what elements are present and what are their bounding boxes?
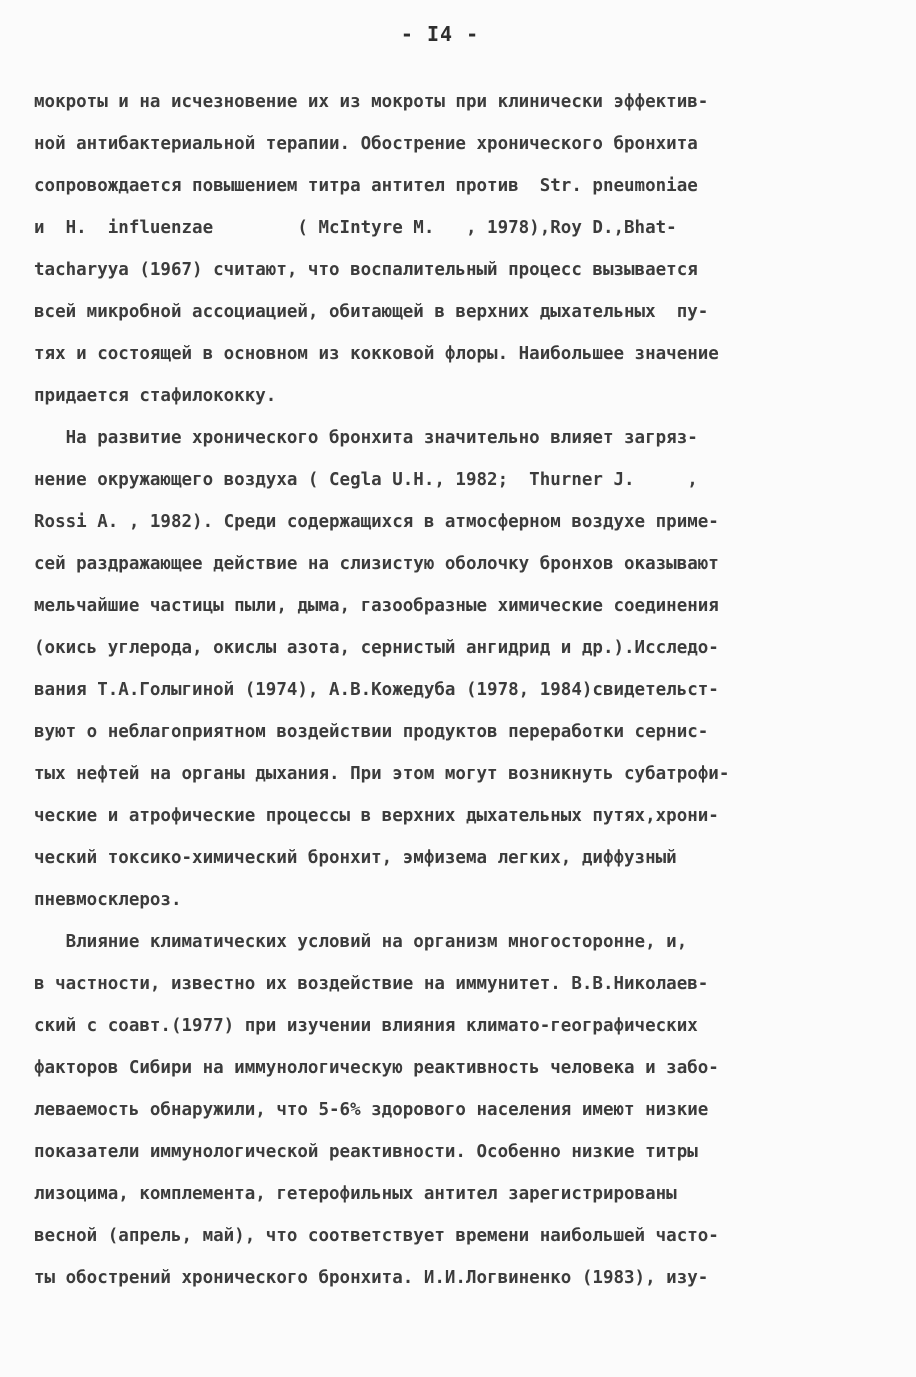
text-line: факторов Сибири на иммунологическую реактивность человека и забо- bbox=[34, 1058, 719, 1078]
text-line: tacharyya (1967) считают, что воспалительный процесс вызывается bbox=[34, 260, 698, 280]
text-line: всей микробной ассоциацией, обитающей в верхних дыхательных пу- bbox=[34, 302, 709, 322]
text-line: тых нефтей на органы дыхания. При этом могут возникнуть субатрофи- bbox=[34, 764, 730, 784]
text-line: сей раздражающее действие на слизистую оболочку бронхов оказывают bbox=[34, 554, 719, 574]
text-line: нение окружающего воздуха ( Cegla U.H., 1982; Thurner J. , bbox=[34, 470, 698, 490]
text-line: лизоцима, комплемента, гетерофильных антител зарегистрированы bbox=[34, 1184, 677, 1204]
text-line: ский с соавт.(1977) при изучении влияния климато-географических bbox=[34, 1016, 698, 1036]
text-line: леваемость обнаружили, что 5-6% здорового населения имеют низкие bbox=[34, 1100, 709, 1120]
text-line: вания Т.А.Голыгиной (1974), А.В.Кожедуба (1978, 1984)свидетельст- bbox=[34, 680, 719, 700]
text-line: тях и состоящей в основном из кокковой флоры. Наибольшее значение bbox=[34, 344, 719, 364]
text-line: показатели иммунологической реактивности. Особенно низкие титры bbox=[34, 1142, 698, 1162]
text-line: Rossi A. , 1982). Среди содержащихся в атмосферном воздухе приме- bbox=[34, 512, 719, 532]
text-line: мельчайшие частицы пыли, дыма, газообразные химические соединения bbox=[34, 596, 719, 616]
text-line: ной антибактериальной терапии. Обострение хронического бронхита bbox=[34, 134, 698, 154]
text-line: Влияние климатических условий на организм многосторонне, и, bbox=[34, 932, 688, 952]
text-line: ческие и атрофические процессы в верхних дыхательных путях,хрони- bbox=[34, 806, 719, 826]
text-line: (окись углерода, окислы азота, сернистый ангидрид и др.).Исследо- bbox=[34, 638, 719, 658]
text-line: сопровождается повышением титра антител против Str. pneumoniae bbox=[34, 176, 698, 196]
text-line: ческий токсико-химический бронхит, эмфизема легких, диффузный bbox=[34, 848, 677, 868]
page-number: - I4 - bbox=[400, 22, 480, 46]
text-line: На развитие хронического бронхита значительно влияет загряз- bbox=[34, 428, 698, 448]
text-line: придается стафилококку. bbox=[34, 386, 277, 406]
text-line: мокроты и на исчезновение их из мокроты при клинически эффектив- bbox=[34, 92, 709, 112]
text-line: пневмосклероз. bbox=[34, 890, 182, 910]
text-line: в частности, известно их воздействие на иммунитет. В.В.Николаев- bbox=[34, 974, 709, 994]
text-line: и H. influenzae ( McIntyre M. , 1978),Roy D.,Bhat- bbox=[34, 218, 677, 238]
text-line: вуют о неблагоприятном воздействии продуктов переработки сернис- bbox=[34, 722, 709, 742]
text-line: весной (апрель, май), что соответствует времени наибольшей часто- bbox=[34, 1226, 719, 1246]
text-line: ты обострений хронического бронхита. И.И.Логвиненко (1983), изу- bbox=[34, 1268, 709, 1288]
